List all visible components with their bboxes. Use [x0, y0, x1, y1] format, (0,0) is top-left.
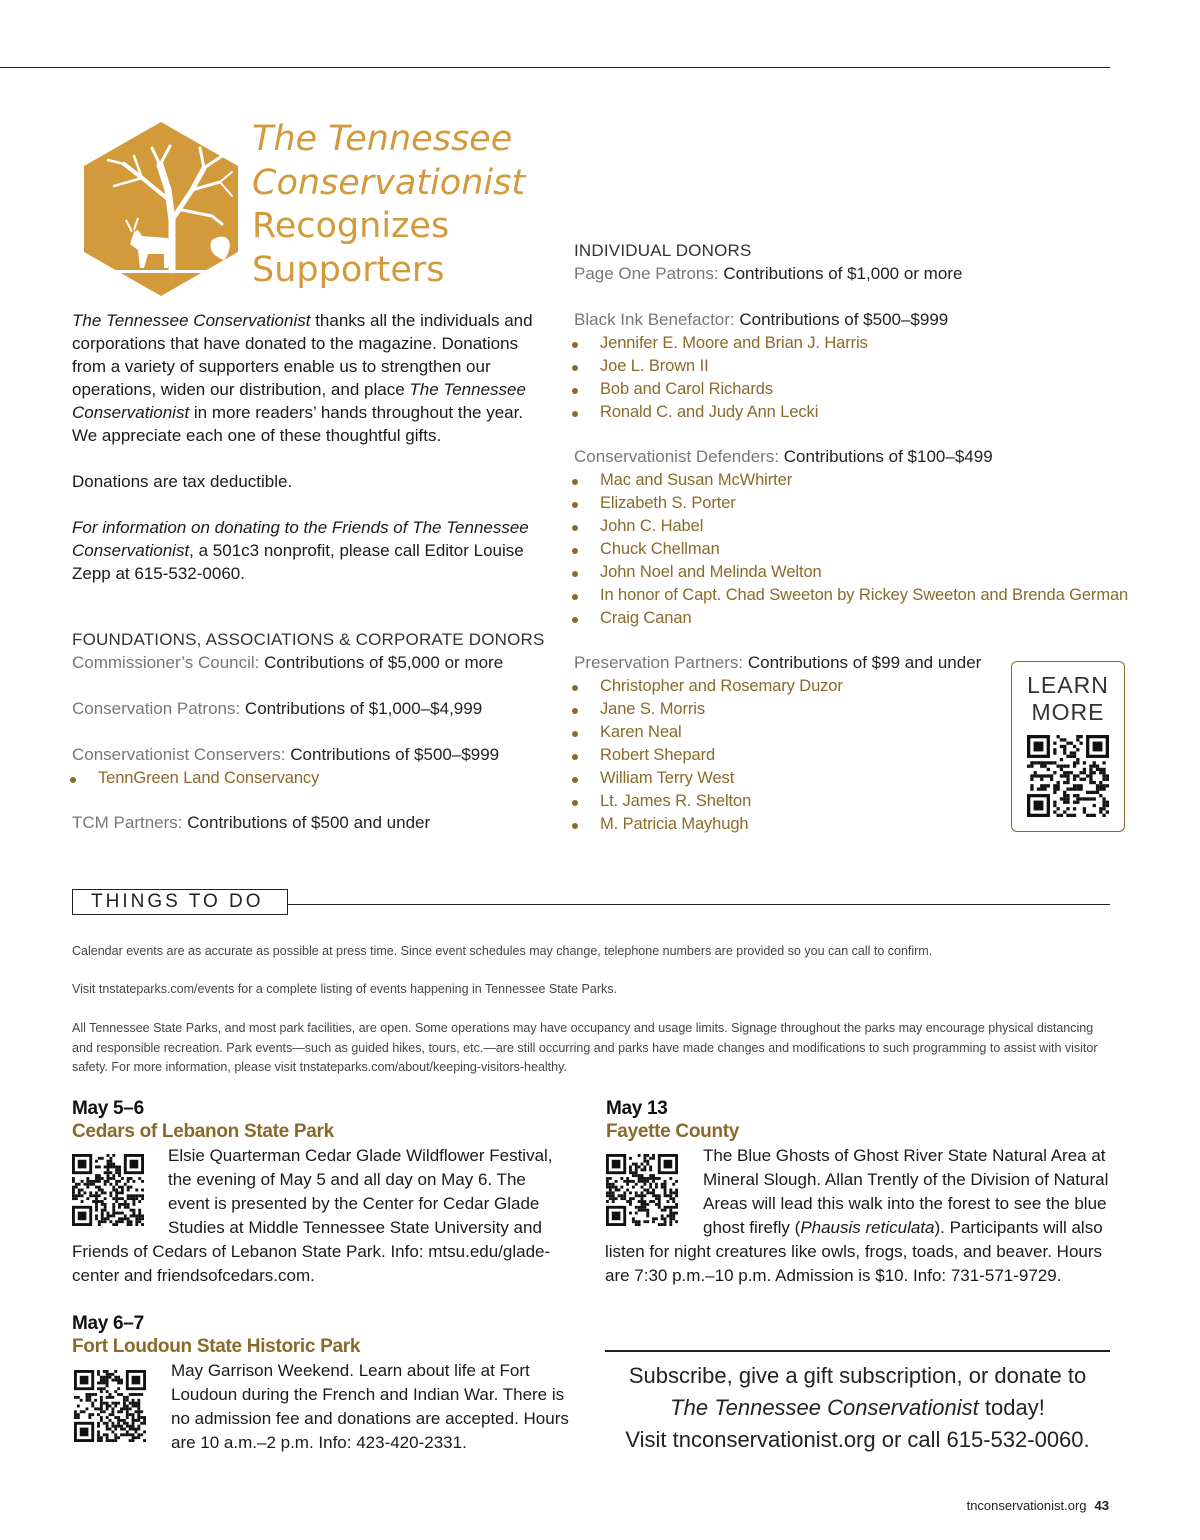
list-item: Mac and Susan McWhirter	[572, 469, 1128, 492]
event-place: Fayette County	[606, 1121, 740, 1142]
list-item: Jane S. Morris	[572, 698, 843, 721]
tier-desc: Contributions of $1,000 or more	[718, 264, 963, 283]
tier-black-ink	[574, 310, 948, 330]
list-item: Lt. James R. Shelton	[572, 790, 843, 813]
list-item: Christopher and Rosemary Duzor	[572, 675, 843, 698]
tier-conservation-patrons	[72, 699, 482, 719]
list-item: Jennifer E. Moore and Brian J. Harris	[572, 332, 868, 355]
qr-code-icon[interactable]	[1027, 735, 1109, 817]
tier-desc: Contributions of $100–$499	[779, 447, 993, 466]
event-date: May 13	[606, 1098, 668, 1119]
subscribe-rule	[605, 1350, 1110, 1352]
partners-list	[572, 675, 843, 836]
visit-note: Visit tnstateparks.com/events for a complete listing of events happening in Tennessee State Parks.	[72, 982, 617, 996]
species-name: Phausis reticulata	[800, 1218, 935, 1237]
individual-donors-heading: INDIVIDUAL DONORS	[574, 241, 752, 260]
defenders-list	[572, 469, 1128, 630]
list-item: John Noel and Melinda Welton	[572, 561, 1128, 584]
hero-title-line2: Conservationist	[252, 162, 526, 203]
list-item: Elizabeth S. Porter	[572, 492, 1128, 515]
page-footer	[967, 1498, 1109, 1513]
learn-text: LEARN	[1027, 672, 1109, 698]
tier-desc: Contributions of $99 and under	[743, 653, 982, 672]
tier-label: Preservation Partners:	[574, 653, 744, 672]
parks-open-note: All Tennessee State Parks, and most park facilities, are open. Some operations may have occupancy and usage limits. Signage throughout the parks may encourage physical distancing and responsible recreation. Park events—such as guided hikes, tours, etc.—are still occurring and parks have made changes and modifications to such programming to assist with visitor safety. For more information, please visit tnstateparks.com/about/keeping-visitors-healthy.	[72, 1021, 1098, 1074]
qr-spacer	[72, 1144, 168, 1240]
tier-desc: Contributions of $1,000–$4,999	[240, 699, 483, 718]
tier-page-one-patrons	[574, 264, 962, 284]
subscribe-line3: Visit tnconservationist.org or call 615-532-0060.	[625, 1427, 1090, 1452]
list-item: Chuck Chellman	[572, 538, 1128, 561]
event-description	[72, 1144, 554, 1288]
list-item: John C. Habel	[572, 515, 1128, 538]
hero-title-line1: The Tennessee	[252, 119, 513, 159]
intro-text-b: in more readers’ hands throughout the year. We appreciate each one of these thoughtful gifts.	[72, 403, 524, 445]
hero-title	[252, 118, 572, 292]
foundations-heading: FOUNDATIONS, ASSOCIATIONS & CORPORATE DONORS	[72, 630, 545, 649]
subscribe-line1: Subscribe, give a gift subscription, or donate to	[628, 1363, 1087, 1388]
conservers-list	[70, 767, 319, 790]
tier-desc: Contributions of $500 and under	[182, 813, 431, 832]
intro-paragraph-2: Donations are tax deductible.	[72, 472, 293, 491]
hexagon-tree-deer-logo	[72, 120, 250, 298]
things-to-do-heading: THINGS TO DO	[72, 889, 288, 915]
more-text: MORE	[1031, 699, 1105, 725]
tier-preservation-partners	[574, 653, 981, 673]
qr-spacer	[605, 1144, 703, 1240]
tier-label: TCM Partners:	[72, 813, 183, 832]
qr-code-icon[interactable]	[74, 1370, 146, 1442]
hero-title-line4: Supporters	[252, 249, 445, 290]
list-item: TennGreen Land Conservancy	[70, 767, 319, 790]
tier-commissioners-council	[72, 653, 503, 673]
hero-title-line3: Recognizes	[252, 206, 450, 246]
list-item: Craig Canan	[572, 607, 1128, 630]
subscribe-callout	[605, 1360, 1110, 1456]
calendar-note: Calendar events are as accurate as possible at press time. Since event schedules may change, telephone numbers are provided so you can call to confirm.	[72, 944, 933, 958]
list-item: Karen Neal	[572, 721, 843, 744]
tier-conservationist-conservers	[72, 745, 499, 765]
magazine-title: The Tennessee Conservationist	[670, 1395, 979, 1420]
list-item: Joe L. Brown II	[572, 355, 868, 378]
list-item: Robert Shepard	[572, 744, 843, 767]
list-item: William Terry West	[572, 767, 843, 790]
event-body-text: Elsie Quarterman Cedar Glade Wildflower Festival, the evening of May 5 and all day on May 6. The event is presented by the Center for Cedar Glade Studies at Middle Tennessee State University and Friends of Cedars of Lebanon State Park. Info: mtsu.edu/glade-center and friendsofcedars.com.	[72, 1146, 553, 1285]
tier-label: Conservationist Defenders:	[574, 447, 780, 466]
top-rule	[0, 67, 1110, 68]
list-item: M. Patricia Mayhugh	[572, 813, 843, 836]
event-place: Fort Loudoun State Historic Park	[72, 1336, 361, 1357]
list-item: Ronald C. and Judy Ann Lecki	[572, 401, 868, 424]
intro-text	[72, 309, 542, 608]
magazine-name: The Tennessee Conservationist	[72, 311, 311, 330]
footer-site[interactable]: tnconservationist.org	[966, 1498, 1087, 1513]
list-item: Bob and Carol Richards	[572, 378, 868, 401]
tier-defenders	[574, 447, 993, 467]
event-body-a: The Blue Ghosts of Ghost River State Natural Area at Mineral Slough. Allan Trently of the Division of Natural Areas will lead this walk into the forest to see the blue ghost firefly (	[703, 1146, 1109, 1237]
friends-info: For information on donating to the Friends of The Tennessee Conservationist	[72, 518, 529, 560]
tier-tcm-partners	[72, 813, 430, 833]
page-number: 43	[1094, 1498, 1109, 1513]
friends-contact: , a 501c3 nonprofit, please call Editor Louise Zepp at 615-532-0060.	[72, 541, 524, 583]
tier-label: Conservation Patrons:	[72, 699, 241, 718]
tier-label: Black Ink Benefactor:	[574, 310, 735, 329]
intro-paragraph-1	[72, 309, 542, 447]
subscribe-today: today!	[978, 1395, 1045, 1420]
tier-desc: Contributions of $500–$999	[285, 745, 500, 764]
event-description: May Garrison Weekend. Learn about life at Fort Loudoun during the French and Indian War. There is no admission fee and donations are accepted. Hours are 10 a.m.–2 p.m. Info: 423-420-2331.	[171, 1361, 569, 1452]
tier-desc: Contributions of $5,000 or more	[259, 653, 504, 672]
tier-label: Page One Patrons:	[574, 264, 719, 283]
learn-more-box[interactable]	[1011, 661, 1125, 832]
event-body-b: ). Participants will also listen for night creatures like owls, frogs, toads, and beaver. Hours are 7:30 p.m.–10 p.m. Admission is $10. Info: 731-571-9729.	[605, 1218, 1103, 1285]
tier-label: Conservationist Conservers:	[72, 745, 286, 764]
tier-label: Commissioner’s Council:	[72, 653, 260, 672]
tier-desc: Contributions of $500–$999	[734, 310, 949, 329]
magazine-name-2: The Tennessee Conservationist	[72, 380, 526, 422]
subscribe-line2	[605, 1392, 1110, 1424]
learn-more-label	[1012, 672, 1124, 726]
event-place: Cedars of Lebanon State Park	[72, 1121, 334, 1142]
event-date: May 5–6	[72, 1098, 144, 1119]
black-ink-list	[572, 332, 868, 424]
intro-paragraph-3	[72, 516, 542, 585]
things-to-do-rule	[288, 904, 1110, 905]
list-item: In honor of Capt. Chad Sweeton by Rickey Sweeton and Brenda German	[572, 584, 1128, 607]
event-description	[605, 1144, 1110, 1288]
intro-text-a: thanks all the individuals and corporations that have donated to the magazine. Donations from a variety of supporters enable us to strengthen our operations, widen our distribution, and place	[72, 311, 533, 399]
event-date: May 6–7	[72, 1313, 144, 1334]
